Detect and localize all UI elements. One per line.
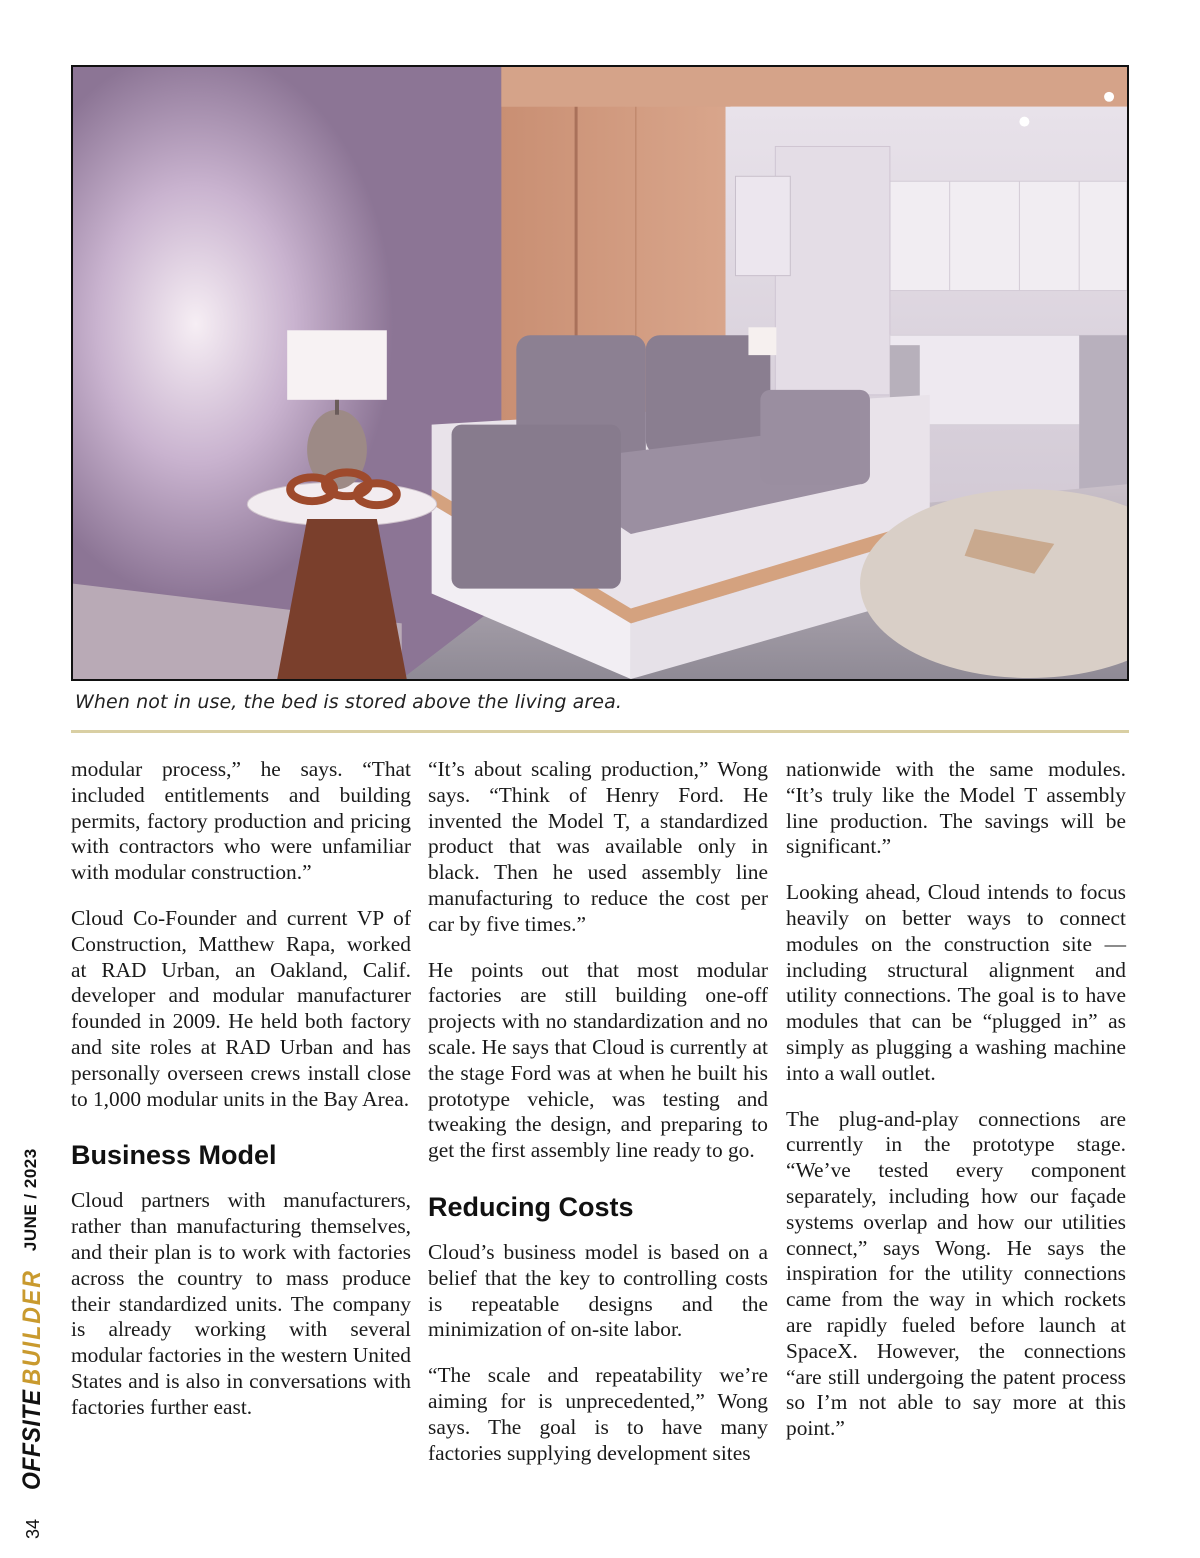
paragraph: Cloud Co-Founder and current VP of Construction, Matthew Rapa, worked at RAD Urban, an Oakland, Calif. developer and modular manufacturer founded in 2009. He held both factory and site roles at RAD Urban and has personally overseen crews install close to 1,000 modular units in the Bay Area.	[71, 905, 411, 1111]
page-number-label: 34	[23, 1518, 43, 1540]
paragraph: “The scale and repeatability we’re aiming for is unprecedented,” Wong says. The goal is to have many factories supplying development sites	[428, 1363, 768, 1465]
brand-name-primary: OFFSITE	[16, 1389, 45, 1490]
brand-name-secondary: BUILDER	[16, 1269, 45, 1386]
page-number	[20, 1514, 46, 1544]
article-column-1	[71, 757, 411, 1441]
feature-photo	[71, 65, 1129, 681]
paragraph: He points out that most modular factories are still building one-off projects with no standardization and no scale. He says that Cloud is currently at the stage Ford was at when he built his prototype vehicle, was testing and tweaking the design, and preparing to get the first assembly line ready to go.	[428, 957, 768, 1163]
paragraph: modular process,” he says. “That included entitlements and building permits, factory production and pricing with contractors who were unfamiliar with modular construction.”	[71, 757, 411, 885]
paragraph: Cloud partners with manufacturers, rather than manufacturing themselves, and their plan is to work with factories across the country to mass produce their standardized units. The company is already working with several modular factories in the western United States and is also in conversations with factories further east.	[71, 1188, 411, 1419]
paragraph: Looking ahead, Cloud intends to focus heavily on better ways to connect modules on the construction site — including structural alignment and utility connections. The goal is to have modules that can be “plugged in” as simply as plugging a washing machine into a wall outlet.	[786, 880, 1126, 1085]
paragraph: “It’s about scaling production,” Wong says. “Think of Henry Ford. He invented the Model T, a standardized product that was available only in black. Then he used assembly line manufacturing to reduce the cost per car by five times.”	[428, 757, 768, 936]
paragraph: nationwide with the same modules. “It’s truly like the Model T assembly line production. The savings will be significant.”	[786, 757, 1126, 859]
photo-caption: When not in use, the bed is stored above the living area.	[75, 691, 622, 713]
living-area-photo	[73, 67, 1127, 679]
article-column-2	[428, 757, 768, 1486]
paragraph: Cloud’s business model is based on a belief that the key to controlling costs is repeatable designs and the minimization of on-site labor.	[428, 1239, 768, 1342]
issue-date: JUNE / 2023	[21, 1148, 40, 1252]
section-divider	[71, 730, 1129, 733]
section-heading-reducing-costs: Reducing Costs	[428, 1191, 634, 1222]
paragraph: The plug-and-play connections are currently in the prototype stage. “We’ve tested every component separately, including how our façade systems overlap and how our utilities connect,” says Wong. He says the inspiration for the utility connections came from the way in which rockets are rapidly fueled before launch at SpaceX. However, the connections “are still undergoing the patent process so I’m not able to say more at this point.”	[786, 1106, 1126, 1441]
article-column-3	[786, 757, 1126, 1462]
magazine-spine	[14, 1148, 48, 1500]
section-heading-business-model: Business Model	[71, 1140, 277, 1171]
